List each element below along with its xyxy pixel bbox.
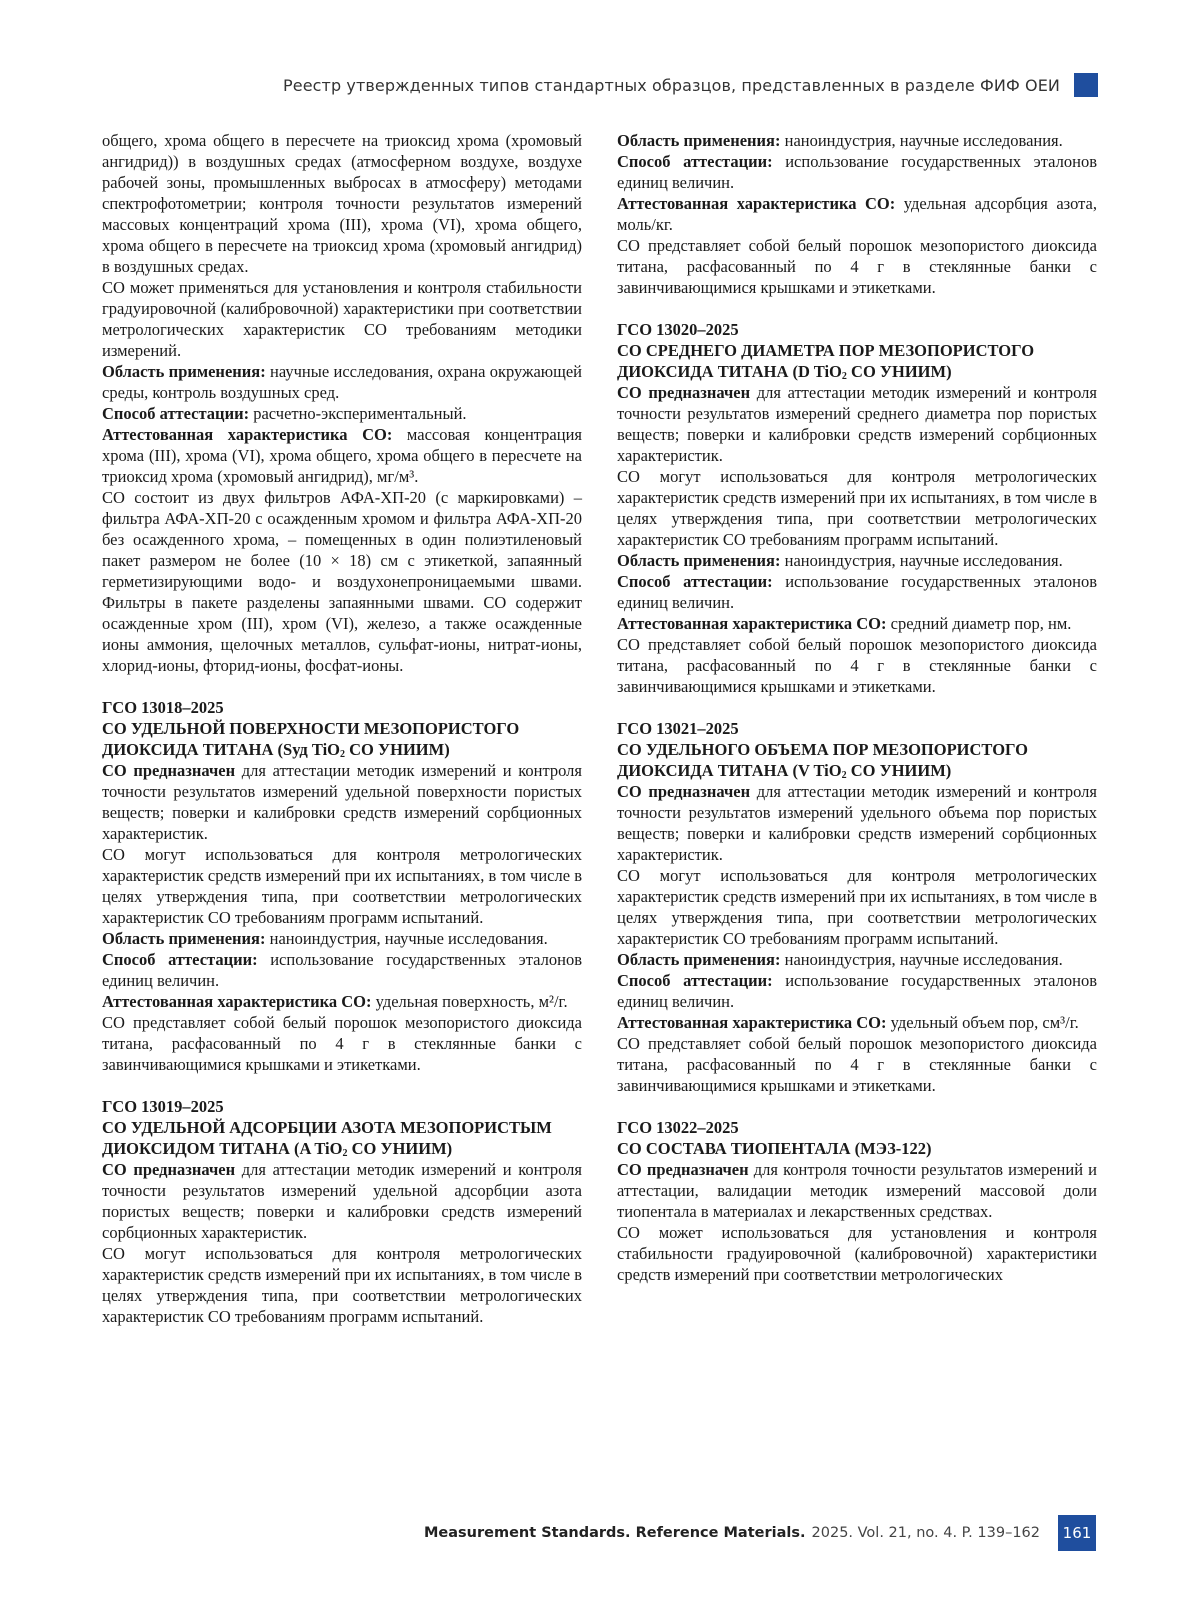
subscript: 2 <box>342 1148 348 1159</box>
purpose-text: для аттестации методик измерений и контроля точности результатов измерений удельного объема пор пористых веществ; поверки и калибровки средств измерений сорбционных характеристик. <box>617 782 1097 864</box>
characteristic-label: Аттестованная характеристика СО: <box>617 194 896 213</box>
use-paragraph: СО может использоваться для установления и контроля стабильности градуировочной (калибровочной) характеристики средств измерений при соответствии метрологических <box>617 1223 1097 1284</box>
subscript: 2 <box>841 770 847 781</box>
purpose-paragraph <box>617 781 1097 865</box>
method-paragraph <box>102 949 582 991</box>
gso-name-part: СО УНИИМ) <box>345 740 450 759</box>
gso-number: ГСО 13018–2025 <box>102 698 224 717</box>
purpose-text: для аттестации методик измерений и контроля точности результатов измерений среднего диаметра пор пористых веществ; поверки и калибровки средств измерений сорбционных характеристик. <box>617 383 1097 465</box>
paragraph: СО может применяться для установления и контроля стабильности градуировочной (калибровочной) характеристики при соответствии метрологических характеристик СО требованиям методики измерений. <box>102 278 582 360</box>
paragraph: общего, хрома общего в пересчете на триоксид хрома (хромовый ангидрид)) в воздушных средах (атмосферном воздухе, воздухе рабочей зоны, промышленных выбросах в атмосферу) методами спектрофотометрии; контроля точности результатов измерений массовых концентраций хрома (III), хрома (VI), хрома общего, хрома общего в пересчете на триоксид хрома (хромовый ангидрид) в воздушных средах. <box>102 131 582 276</box>
description-paragraph: СО представляет собой белый порошок мезопористого диоксида титана, расфасованный по 4 г в стеклянные банки с завинчивающимися крышками и этикетками. <box>617 635 1097 696</box>
characteristic-label: Аттестованная характеристика СО: <box>102 992 372 1011</box>
scope-text: наноиндустрия, научные исследования. <box>265 929 548 948</box>
gso-name <box>617 340 1097 382</box>
gso-name-part: СО СРЕДНЕГО ДИАМЕТРА ПОР МЕЗОПОРИСТОГО ДИОКСИДА ТИТАНА (D TiO <box>617 341 1035 381</box>
method-text: расчетно-экспериментальный. <box>249 404 467 423</box>
scope-paragraph <box>617 949 1097 970</box>
purpose-paragraph <box>617 1159 1097 1222</box>
gso-name-part: СО УДЕЛЬНОЙ АДСОРБЦИИ АЗОТА МЕЗОПОРИСТЫМ ДИОКСИДОМ ТИТАНА (A TiO <box>102 1118 552 1158</box>
use-paragraph: СО могут использоваться для контроля метрологических характеристик средств измерений при их испытаниях, в том числе в целях утверждения типа, при соответствии метрологических характеристик СО требованиям программ испытаний. <box>617 866 1097 948</box>
method-label: Способ аттестации: <box>617 572 773 591</box>
use-paragraph: СО могут использоваться для контроля метрологических характеристик средств измерений при их испытаниях, в том числе в целях утверждения типа, при соответствии метрологических характеристик СО требованиям программ испытаний. <box>102 1244 582 1326</box>
gso-number: ГСО 13020–2025 <box>617 320 739 339</box>
purpose-paragraph <box>617 382 1097 466</box>
description-paragraph: СО представляет собой белый порошок мезопористого диоксида титана, расфасованный по 4 г в стеклянные банки с завинчивающимися крышками и этикетками. <box>102 1013 582 1074</box>
characteristic-paragraph <box>102 991 582 1012</box>
purpose-label: СО предназначен <box>617 1160 749 1179</box>
subscript: 2 <box>841 371 847 382</box>
gso-name-part: СО УДЕЛЬНОГО ОБЪЕМА ПОР МЕЗОПОРИСТОГО ДИОКСИДА ТИТАНА (V TiO <box>617 740 1028 780</box>
method-label: Способ аттестации: <box>102 404 250 423</box>
gso-name <box>102 718 582 760</box>
scope-text: наноиндустрия, научные исследования. <box>780 131 1063 150</box>
purpose-text: для аттестации методик измерений и контроля точности результатов измерений удельной адсорбции азота пористых веществ; поверки и калибровки средств измерений сорбционных характеристик. <box>102 1160 582 1242</box>
scope-paragraph <box>102 361 582 403</box>
method-text: использование государственных эталонов единиц величин. <box>617 971 1097 1011</box>
method-paragraph <box>617 970 1097 1012</box>
purpose-label: СО предназначен <box>617 383 751 402</box>
entry-continuation <box>102 130 582 676</box>
gso-name-part: СО УДЕЛЬНОЙ ПОВЕРХНОСТИ МЕЗОПОРИСТОГО ДИОКСИДА ТИТАНА (Sуд TiO <box>102 719 520 759</box>
scope-text: наноиндустрия, научные исследования. <box>780 950 1063 969</box>
scope-label: Область применения: <box>617 551 781 570</box>
characteristic-paragraph <box>102 424 582 487</box>
description-paragraph: СО представляет собой белый порошок мезопористого диоксида титана, расфасованный по 4 г в стеклянные банки с завинчивающимися крышками и этикетками. <box>617 1034 1097 1095</box>
purpose-label: СО предназначен <box>102 1160 236 1179</box>
method-label: Способ аттестации: <box>617 971 773 990</box>
gso-name-part: СО УНИИМ) <box>846 362 952 381</box>
running-header <box>0 73 1098 97</box>
gso-name <box>102 1117 582 1159</box>
subscript: 2 <box>340 749 346 760</box>
page-number: 161 <box>1058 1515 1096 1551</box>
method-text: использование государственных эталонов единиц величин. <box>617 572 1097 612</box>
method-text: использование государственных эталонов единиц величин. <box>617 152 1097 192</box>
right-column <box>617 130 1097 1285</box>
journal-title: Measurement Standards. Reference Materials. <box>423 1525 806 1541</box>
characteristic-paragraph <box>617 1012 1097 1033</box>
characteristic-text: удельный объем пор, см³/г. <box>886 1013 1079 1032</box>
purpose-label: СО предназначен <box>102 761 236 780</box>
method-label: Способ аттестации: <box>102 950 258 969</box>
journal-citation: 2025. Vol. 21, no. 4. P. 139–162 <box>811 1525 1040 1541</box>
method-text: использование государственных эталонов единиц величин. <box>102 950 582 990</box>
entry-gso-13018 <box>102 697 582 1075</box>
gso-name: СО СОСТАВА ТИОПЕНТАЛА (МЭЗ-122) <box>617 1139 932 1158</box>
characteristic-text: средний диаметр пор, нм. <box>886 614 1072 633</box>
characteristic-paragraph <box>617 193 1097 235</box>
use-paragraph: СО могут использоваться для контроля метрологических характеристик средств измерений при их испытаниях, в том числе в целях утверждения типа, при соответствии метрологических характеристик СО требованиям программ испытаний. <box>102 845 582 927</box>
characteristic-text: удельная адсорбция азота, моль/кг. <box>617 194 1097 234</box>
scope-label: Область применения: <box>617 950 781 969</box>
left-column <box>102 130 582 1327</box>
description-paragraph: СО представляет собой белый порошок мезопористого диоксида титана, расфасованный по 4 г в стеклянные банки с завинчивающимися крышками и этикетками. <box>617 236 1097 297</box>
running-footer <box>424 1515 1096 1551</box>
scope-label: Область применения: <box>102 362 266 381</box>
purpose-paragraph <box>102 1159 582 1243</box>
entry-gso-13020 <box>617 319 1097 697</box>
characteristic-label: Аттестованная характеристика СО: <box>617 614 887 633</box>
purpose-text: для аттестации методик измерений и контроля точности результатов измерений удельной поверхности пористых веществ; поверки и калибровки средств измерений сорбционных характеристик. <box>102 761 582 843</box>
gso-number: ГСО 13021–2025 <box>617 719 739 738</box>
characteristic-paragraph <box>617 613 1097 634</box>
scope-text: наноиндустрия, научные исследования. <box>780 551 1063 570</box>
header-square-mark <box>1074 73 1098 97</box>
method-label: Способ аттестации: <box>617 152 773 171</box>
header-title: Реестр утвержденных типов стандартных образцов, представленных в разделе ФИФ ОЕИ <box>283 75 1060 95</box>
characteristic-label: Аттестованная характеристика СО: <box>102 425 393 444</box>
purpose-paragraph <box>102 760 582 844</box>
gso-number: ГСО 13019–2025 <box>102 1097 224 1116</box>
characteristic-text: удельная поверхность, м²/г. <box>371 992 568 1011</box>
use-paragraph: СО могут использоваться для контроля метрологических характеристик средств измерений при их испытаниях, в том числе в целях утверждения типа, при соответствии метрологических характеристик СО требованиям программ испытаний. <box>617 467 1097 549</box>
gso-name <box>617 739 1097 781</box>
method-paragraph <box>617 151 1097 193</box>
entry-gso-13021 <box>617 718 1097 1096</box>
purpose-text: для контроля точности результатов измерений и аттестации, валидации методик измерений массовой доли тиопентала в материалах и лекарственных средствах. <box>617 1160 1097 1221</box>
entry-gso-13022 <box>617 1117 1097 1285</box>
characteristic-text: массовая концентрация хрома (III), хрома (VI), хрома общего, хрома общего в пересчете на триоксид хрома (хромовый ангидрид), мг/м³. <box>102 425 583 486</box>
scope-paragraph <box>617 130 1097 151</box>
entry-gso-13019 <box>102 1096 582 1327</box>
entry-gso-13019-continuation <box>617 130 1097 298</box>
characteristic-label: Аттестованная характеристика СО: <box>617 1013 887 1032</box>
scope-text: научные исследования, охрана окружающей среды, контроль воздушных сред. <box>102 362 582 402</box>
method-paragraph <box>617 571 1097 613</box>
scope-paragraph <box>617 550 1097 571</box>
scope-label: Область применения: <box>617 131 781 150</box>
scope-paragraph <box>102 928 582 949</box>
description-paragraph: СО состоит из двух фильтров АФА-ХП-20 (с маркировками) – фильтра АФА-ХП-20 с осажденным хромом и фильтра АФА-ХП-20 без осажденного хрома, – помещенных в один полиэтиленовый пакет размером не более (10 × 18) см с этикеткой, запаянный герметизирующими водо- и воздухонепроницаемыми швами. Фильтры в пакете разделены запаянными швами. СО содержит осажденные хром (III), хром (VI), железо, а также осажденные ионы аммония, щелочных металлов, сульфат-ионы, нитрат-ионы, хлорид-ионы, фторид-ионы, фосфат-ионы. <box>102 488 582 675</box>
method-paragraph <box>102 403 582 424</box>
gso-name-part: СО УНИИМ) <box>846 761 952 780</box>
purpose-label: СО предназначен <box>617 782 751 801</box>
scope-label: Область применения: <box>102 929 266 948</box>
gso-name-part: СО УНИИМ) <box>347 1139 453 1158</box>
gso-number: ГСО 13022–2025 <box>617 1118 739 1137</box>
